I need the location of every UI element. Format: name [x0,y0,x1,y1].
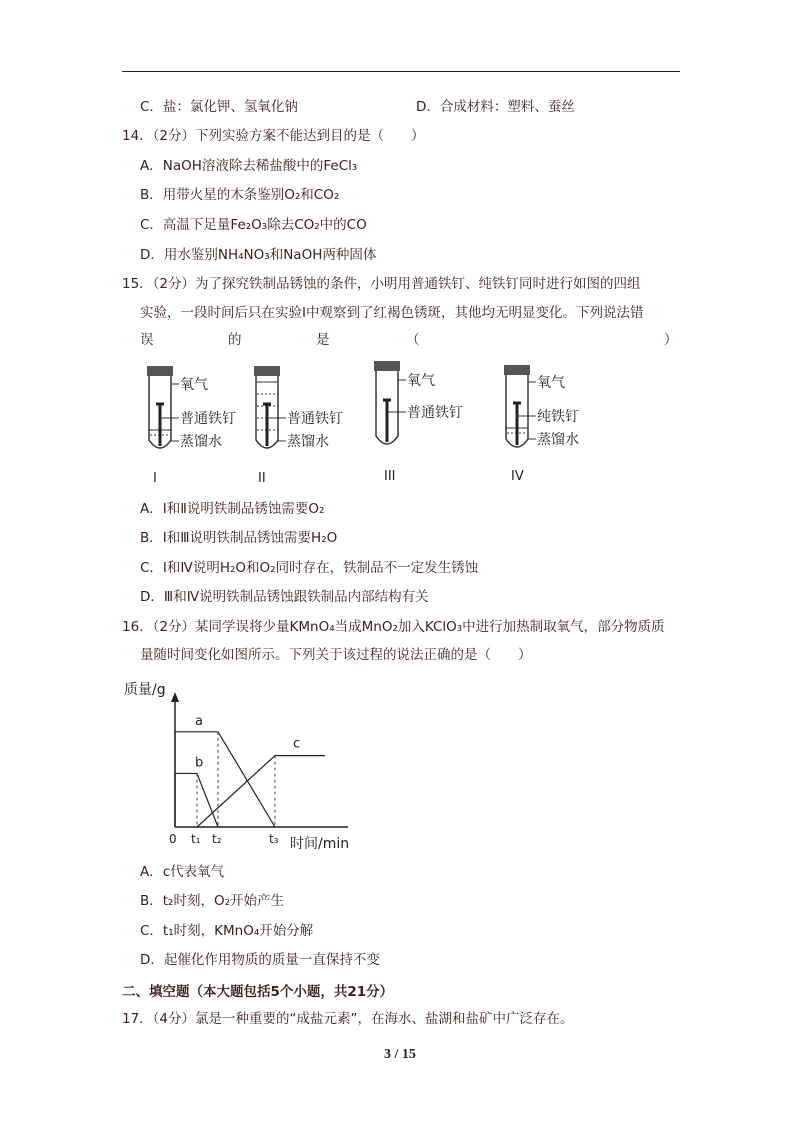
section-heading: 二、填空题（本大题包括5个小题，共21分） [122,984,394,1000]
q14-option-b: B．用带火星的木条鉴别O₂和CO₂ [140,187,340,203]
q16-option-a: A．c代表氧气 [140,864,225,880]
q15-stem-word-3: 是 [316,332,330,348]
x-tick-label: 0 [169,832,177,846]
q15-test-tube-figure [130,360,600,490]
tube4-gas-label: 氧气 [537,375,565,391]
tube3-nail-label: 普通铁钉 [407,405,463,421]
series-label-a: a [195,713,203,729]
q16-option-d: D．起催化作用物质的质量一直保持不变 [140,952,380,968]
tube1-label: I [153,471,157,486]
tube1-gas-label: 氧气 [180,377,208,393]
q14-stem: 14．（2分）下列实验方案不能达到目的是（ ） [122,128,425,144]
q16-stem-line1: 16．（2分）某同学误将少量KMnO₄当成MnO₂加入KClO₃中进行加热制取氧气，部分物质质 [122,619,665,635]
q15-option-b: B．Ⅰ和Ⅲ说明铁制品锈蚀需要H₂O [140,530,338,546]
header-rule [122,71,680,72]
test-tube-4 [504,365,579,484]
q15-stem-word-1: 误 [140,332,154,348]
tube4-nail-label: 纯铁钉 [537,409,579,425]
q15-option-d: D．Ⅲ和Ⅳ说明铁制品锈蚀跟铁制品内部结构有关 [140,589,429,605]
test-tube-1 [147,366,236,486]
series-line-c [197,756,325,827]
y-axis-arrow [171,692,179,702]
tube2-nail-label: 普通铁钉 [287,411,343,427]
page-number: 3 / 15 [384,1047,416,1062]
q15-stem-paren-close: ） [664,332,678,348]
x-tick-label: t₁ [191,832,201,846]
q15-option-a: A．Ⅰ和Ⅱ说明铁制品锈蚀需要O₂ [140,501,325,517]
q14-option-a: A．NaOH溶液除去稀盐酸中的FeCl₃ [140,158,358,174]
test-tube-3 [374,361,463,484]
x-tick-label: t₂ [212,832,222,846]
q16-mass-time-chart [120,680,360,855]
tube1-nail-label: 普通铁钉 [180,411,236,427]
tube3-label: III [384,469,396,484]
q15-option-c: C．Ⅰ和Ⅳ说明H₂O和O₂同时存在，铁制品不一定发生锈蚀 [140,560,479,576]
series-label-c: c [293,736,301,752]
q15-stem-line1: 15．（2分）为了探究铁制品锈蚀的条件，小明用普通铁钉、纯铁钉同时进行如图的四组 [122,276,641,292]
q15-stem-word-2: 的 [228,332,242,348]
q16-stem-line2: 量随时间变化如图所示。下列关于该过程的说法正确的是（ ） [140,647,532,663]
q13-option-c: C．盐：氯化钾、氢氧化钠 [140,99,298,115]
q14-option-d: D．用水鉴别NH₄NO₃和NaOH两种固体 [140,247,377,263]
tube3-gas-label: 氧气 [407,373,435,389]
tube2-label: II [258,471,266,486]
q17-stem: 17．（4分）氯是一种重要的“成盐元素”，在海水、盐湖和盐矿中广泛存在。 [122,1011,574,1027]
tube4-water-label: 蒸馏水 [537,432,579,448]
q16-option-b: B．t₂时刻，O₂开始产生 [140,893,285,909]
x-axis-label: 时间/min [290,836,350,852]
series-label-b: b [195,755,204,771]
q14-option-c: C．高温下足量Fe₂O₃除去CO₂中的CO [140,217,367,233]
tube4-label: IV [511,469,524,484]
tube2-water-label: 蒸馏水 [287,434,329,450]
chart-marks [169,714,325,846]
q16-option-c: C．t₁时刻，KMnO₄开始分解 [140,923,314,939]
test-tube-2 [254,366,343,486]
x-tick-label: t₃ [269,832,279,846]
y-axis-label: 质量/g [124,682,166,698]
q15-stem-line2: 实验，一段时间后只在实验Ⅰ中观察到了红褐色锈斑，其他均无明显变化。下列说法错 [140,305,644,321]
q13-option-d: D．合成材料：塑料、蚕丝 [416,99,575,115]
q15-stem-paren-open: （ [406,332,420,348]
series-line-a [175,732,275,827]
tube1-water-label: 蒸馏水 [180,434,222,450]
